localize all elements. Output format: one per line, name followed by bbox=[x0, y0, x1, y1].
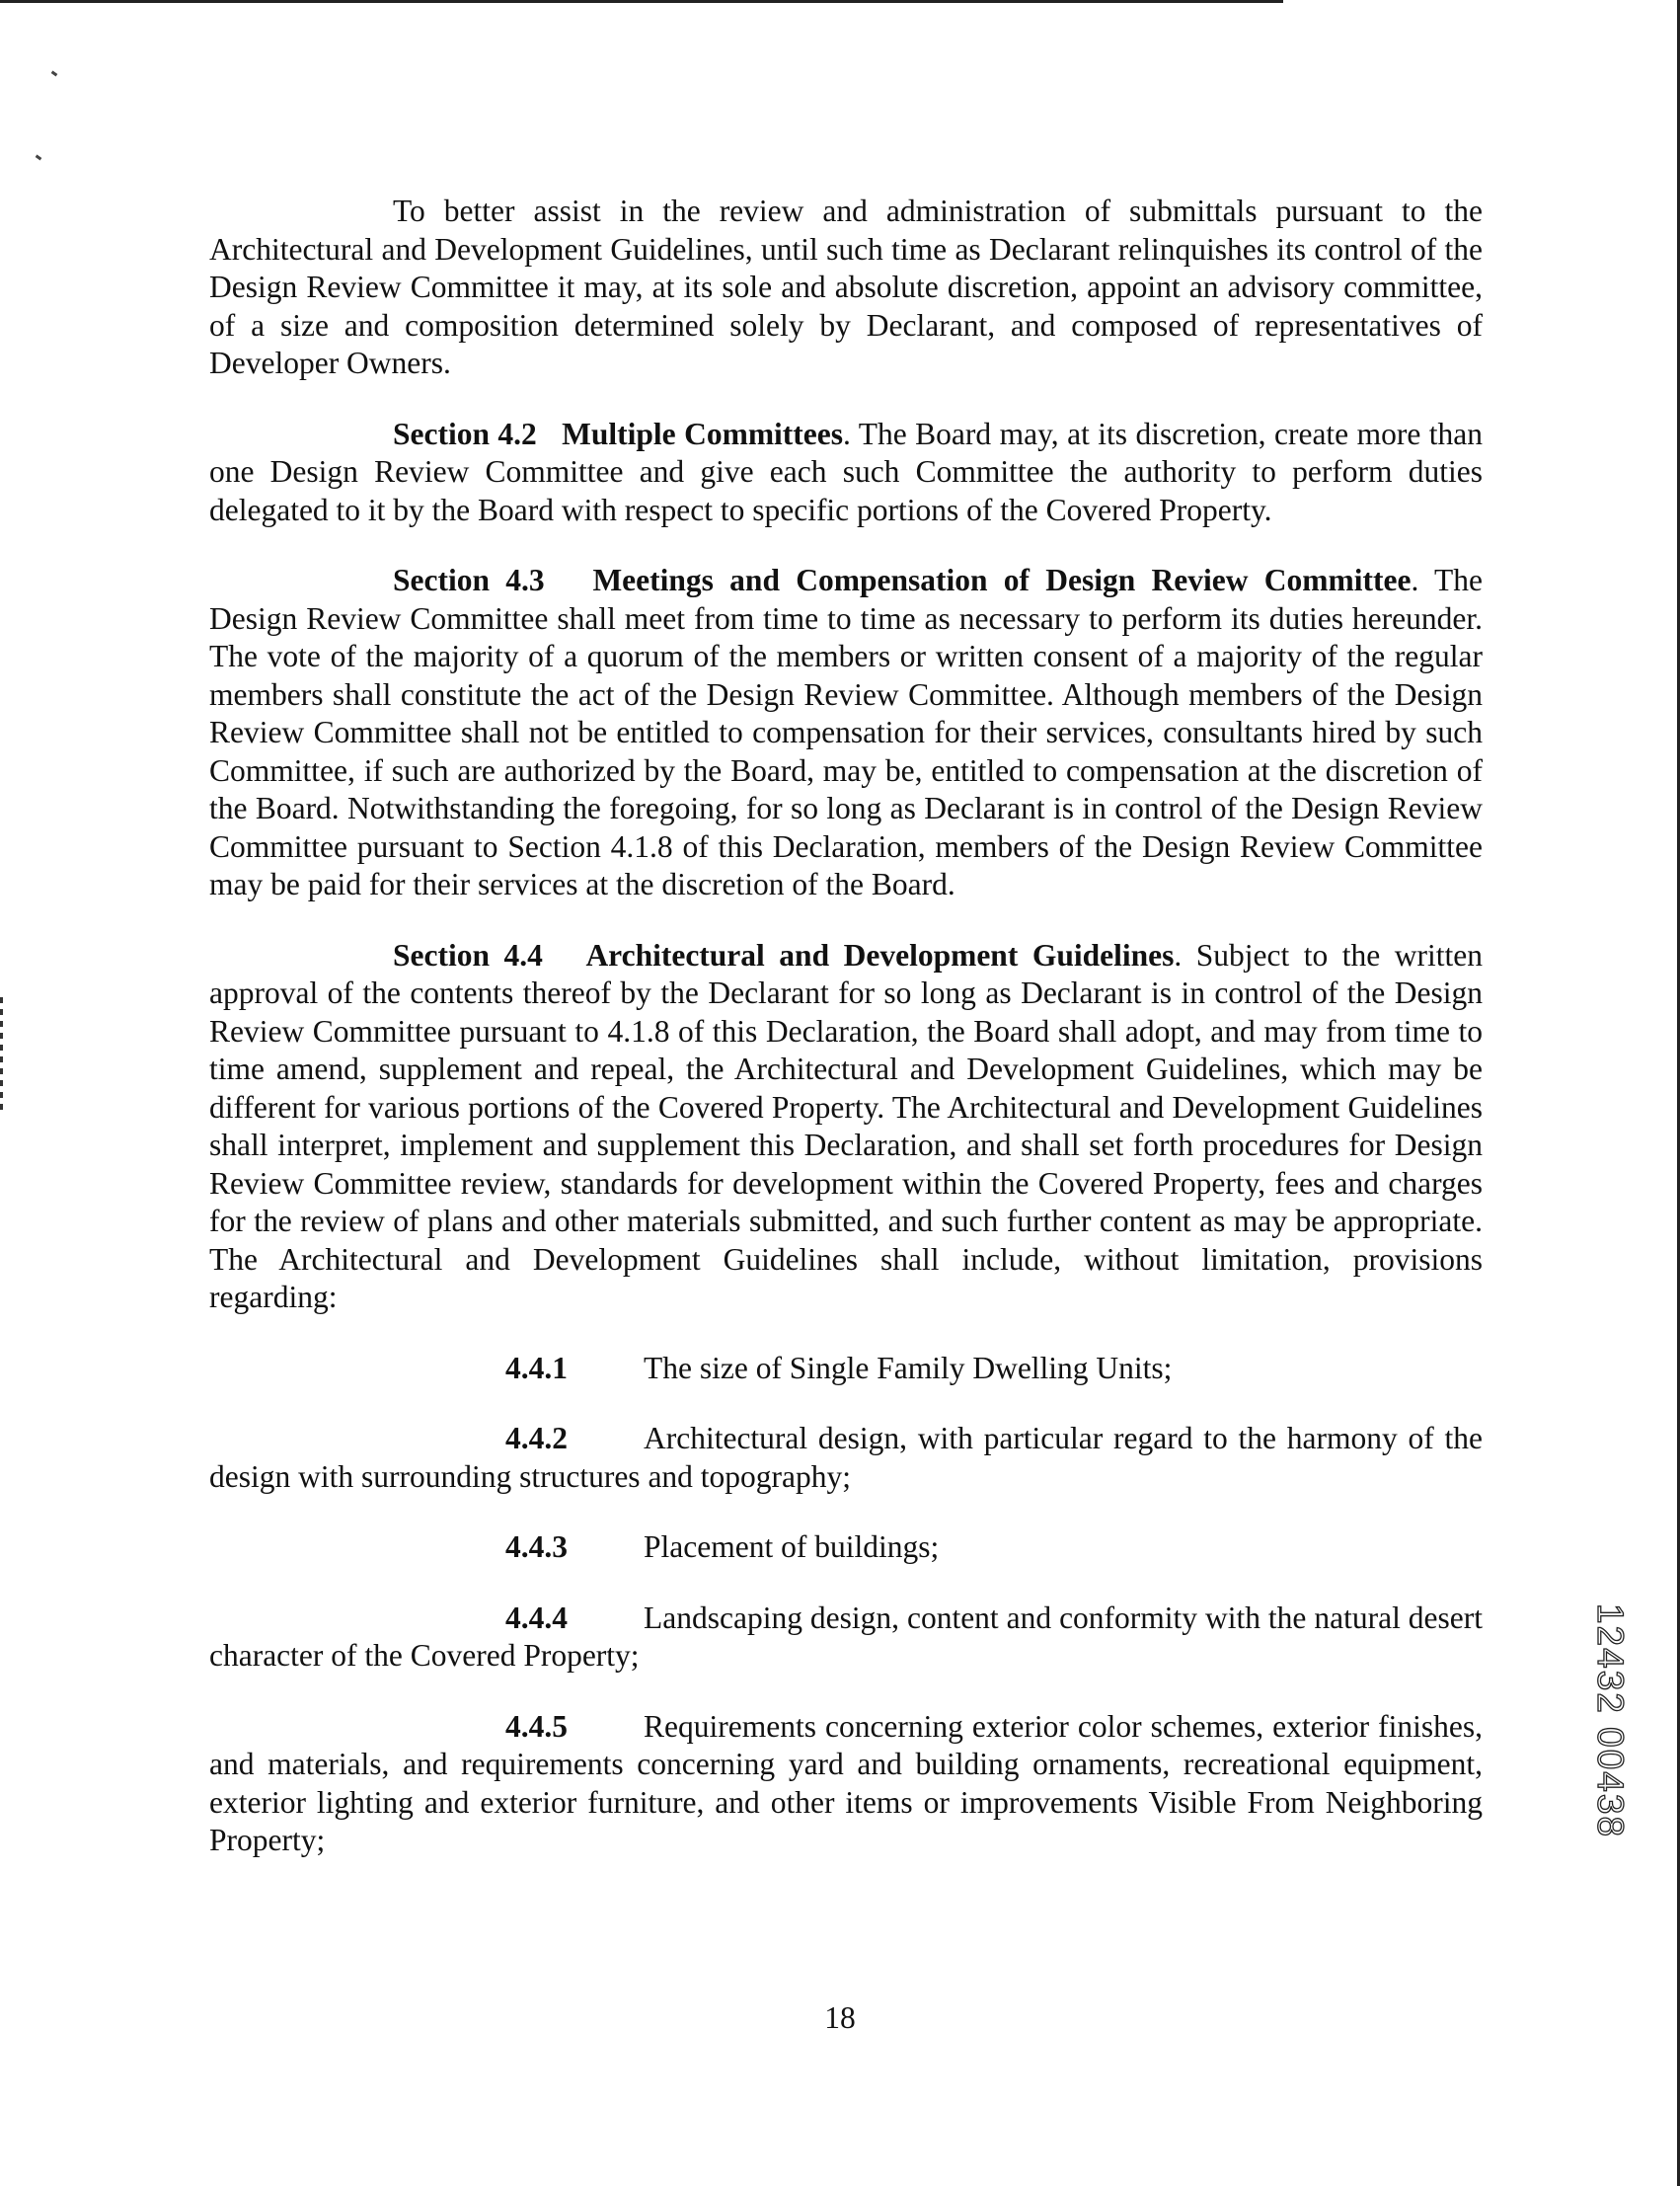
subsection-number: 4.4.4 bbox=[505, 1600, 568, 1635]
section-4-4-body: . Subject to the written approval of the contents thereof by the Declarant for so long as Declarant is in control of the Design Review Committee pursuant to 4.1.8 of this Declaration, the Board shall adopt, and may from time to time amend, supplement and repeal, the Architectural and Development Guidelines, which may be different for various portions of the Covered Property. The Architectural and Development Guidelines shall interpret, implement and supplement this Declaration, and shall set forth procedures for Design Review Committee review, standards for development within the Covered Property, fees and charges for the review of plans and other materials submitted, and such further content as may be appropriate. The Architectural and Development Guidelines shall include, without limitation, provisions regarding: bbox=[209, 937, 1484, 1314]
subsection-4-4-1 bbox=[209, 1350, 1483, 1388]
scan-left-edge-marks bbox=[0, 997, 3, 1116]
recording-number-stamp bbox=[1583, 1592, 1637, 1850]
section-4-2-title: Multiple Committees bbox=[562, 416, 844, 451]
subsection-4-4-3 bbox=[209, 1528, 1483, 1567]
subsection-4-4-5 bbox=[209, 1708, 1483, 1860]
subsection-text: The size of Single Family Dwelling Units; bbox=[644, 1350, 1173, 1385]
subsection-number: 4.4.3 bbox=[505, 1529, 568, 1564]
section-4-4-title: Architectural and Development Guidelines bbox=[585, 937, 1175, 973]
section-4-3-number: Section 4.3 bbox=[393, 563, 545, 597]
scan-speck bbox=[36, 155, 42, 161]
recording-number-text: 12432 00438 bbox=[1590, 1602, 1631, 1839]
section-4-2 bbox=[209, 416, 1483, 530]
subsection-text: Requirements concerning exterior color schemes, exterior finishes, and materials, and requirements concerning yard and building ornaments, recreational equipment, exterior lighting and exterior furniture, and other items or improvements Visible From Neighboring Property; bbox=[209, 1708, 1483, 1857]
section-4-2-body: . The Board may, at its discretion, create more than one Design Review Committee and give each such Committee the authority to perform duties delegated to it by the Board with respect to specific portions of the Covered Property. bbox=[209, 416, 1484, 527]
section-4-3-title: Meetings and Compensation of Design Review Committee bbox=[592, 563, 1412, 597]
intro-paragraph: To better assist in the review and administration of submittals pursuant to the Architectural and Development Guidelines, until such time as Declarant relinquishes its control of the Design Review Committee it may, at its sole and absolute discretion, appoint an advisory committee, of a size and composition determined solely by Declarant, and composed of representatives of Developer Owners. bbox=[209, 194, 1483, 380]
subsection-number: 4.4.1 bbox=[505, 1350, 568, 1385]
subsection-number: 4.4.2 bbox=[505, 1421, 568, 1455]
subsection-text: Placement of buildings; bbox=[644, 1529, 940, 1564]
document-body bbox=[209, 193, 1483, 1893]
subsection-text: Architectural design, with particular regard to the harmony of the design with surrounding structures and topography; bbox=[209, 1421, 1483, 1494]
section-4-3-body: . The Design Review Committee shall meet from time to time as necessary to perform its duties hereunder. The vote of the majority of a quorum of the members or written consent of a majority of the regular members shall constitute the act of the Design Review Committee. Although members of the Design Review Committee shall not be entitled to compensation for their services, consultants hired by such Committee, if such are authorized by the Board, may be, entitled to compensation at the discretion of the Board. Notwithstanding the foregoing, for so long as Declarant is in control of the Design Review Committee pursuant to Section 4.1.8 of this Declaration, members of the Design Review Committee may be paid for their services at the discretion of the Board. bbox=[209, 563, 1484, 901]
section-4-4-number: Section 4.4 bbox=[393, 937, 543, 973]
subsection-4-4-2 bbox=[209, 1420, 1483, 1496]
section-4-3 bbox=[209, 562, 1483, 904]
subsection-number: 4.4.5 bbox=[505, 1708, 568, 1744]
scan-speck bbox=[51, 71, 58, 77]
page-number: 18 bbox=[824, 2000, 856, 2035]
section-4-4 bbox=[209, 937, 1483, 1317]
section-4-2-number: Section 4.2 bbox=[393, 416, 537, 451]
subsection-4-4-4 bbox=[209, 1600, 1483, 1676]
subsection-text: Landscaping design, content and conformity with the natural desert character of the Covered Property; bbox=[209, 1600, 1483, 1673]
scan-top-border bbox=[0, 0, 1283, 3]
